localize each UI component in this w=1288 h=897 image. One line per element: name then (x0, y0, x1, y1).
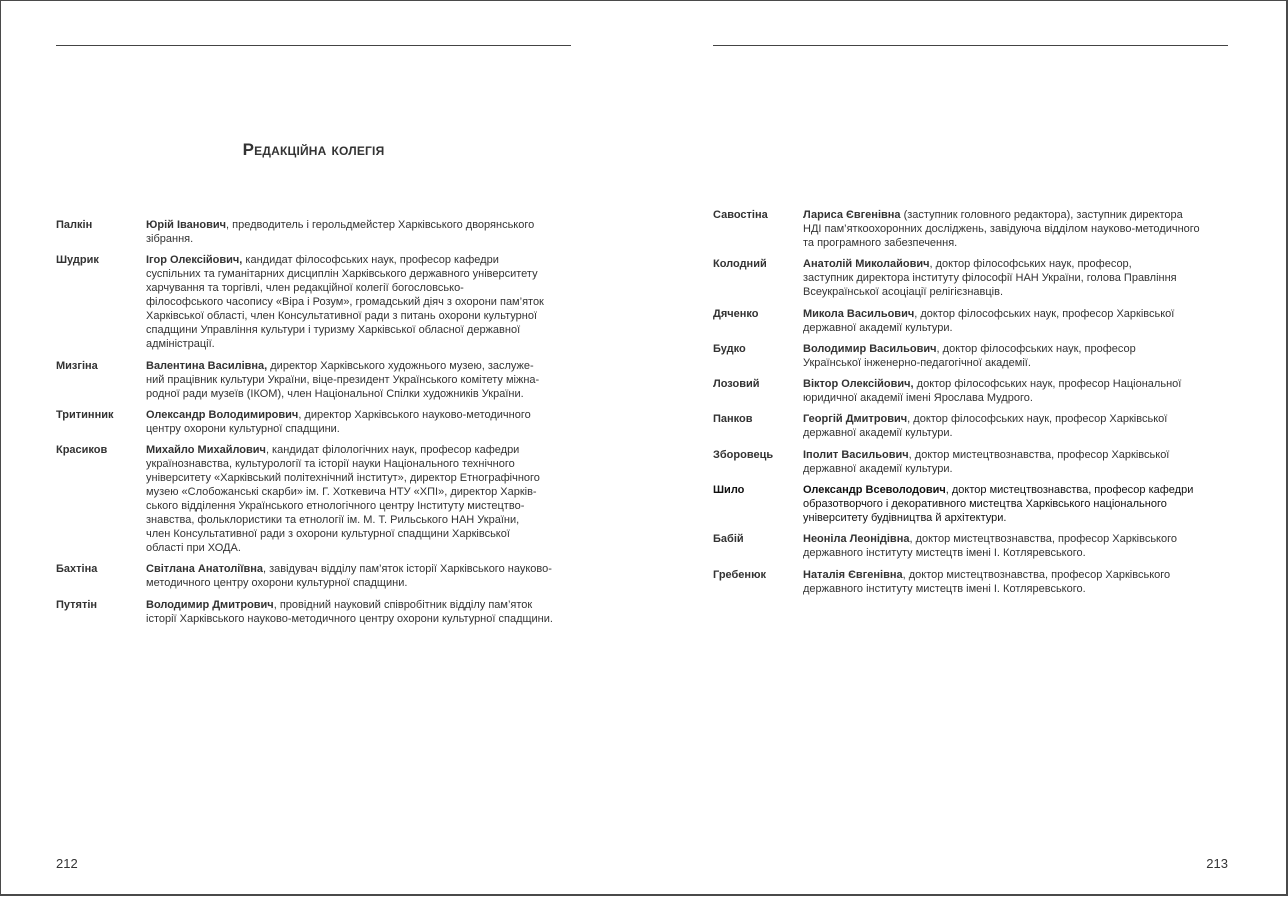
description-line (146, 253, 576, 267)
board-member-entry (56, 562, 576, 590)
member-given-name: Світлана Анатоліївна (146, 563, 263, 576)
description-text: державного інституту мистецтв імені І. Котляревського. (803, 582, 1086, 595)
description-line (803, 568, 1233, 582)
description-line (146, 359, 576, 373)
member-given-name: Анатолій Миколайович (803, 258, 930, 271)
description-text: , доктор філософських наук, професор, (929, 258, 1132, 271)
member-description (803, 257, 1233, 299)
left-page (56, 1, 571, 897)
description-line (803, 307, 1233, 321)
description-text: , доктор філософських наук, професор (936, 342, 1136, 355)
description-text: харчування та торгівлі, член редакційної колегії богословсько- (146, 282, 464, 295)
description-line (803, 483, 1233, 497)
member-surname: Савостіна (713, 209, 768, 221)
description-text: ського відділення Українського етнологічного центру Інституту мистецтво- (146, 500, 525, 513)
description-text: та програмного забезпечення. (803, 237, 958, 249)
description-text: державного інституту мистецтв імені І. Котляревського. (803, 547, 1086, 560)
description-line (803, 532, 1233, 546)
member-surname: Будко (713, 342, 746, 355)
description-line (146, 218, 576, 232)
description-line (146, 541, 576, 555)
description-text: (заступник головного редактора), заступник директора (900, 209, 1183, 221)
description-text: , доктор мистецтвознавства, професор кафедри (945, 484, 1194, 497)
member-given-name: Володимир Васильович (803, 342, 937, 355)
description-line (803, 321, 1233, 335)
member-surname: Путятін (56, 598, 98, 611)
description-line (803, 342, 1233, 356)
member-given-name: Наталія Євгенівна (803, 568, 903, 581)
member-description (803, 568, 1233, 596)
board-member-entry (713, 532, 1233, 560)
member-description (146, 562, 576, 590)
description-line (146, 373, 576, 387)
description-text: , директор Харківського науково-методичного (298, 408, 531, 421)
description-text: університету «Харківський політехнічний інститут», директор Етнографічного (146, 472, 540, 485)
member-description (803, 532, 1233, 560)
description-line (146, 337, 576, 351)
description-line (803, 582, 1233, 596)
description-line (803, 391, 1233, 405)
description-text: , доктор мистецтвознавства, професор Харківської (908, 448, 1170, 461)
member-given-name: Неоніла Леонідівна (803, 533, 910, 546)
member-description (146, 253, 576, 351)
member-surname: Тритинник (56, 408, 114, 421)
description-text: заступник директора інституту філософії НАН України, голова Правління (803, 272, 1177, 285)
description-line (146, 471, 576, 485)
description-line (146, 485, 576, 499)
board-member-entry (713, 483, 1233, 525)
description-line (803, 511, 1233, 525)
member-surname: Лозовий (713, 378, 760, 391)
description-line (803, 356, 1233, 370)
description-line (146, 443, 576, 457)
page-number: 213 (1206, 856, 1228, 871)
description-line (803, 426, 1233, 440)
member-given-name: Олександр Всеволодович (803, 484, 946, 497)
description-line (803, 497, 1233, 511)
description-line (803, 377, 1233, 391)
board-member-list (56, 218, 576, 633)
member-surname: Панков (713, 413, 753, 426)
board-member-entry (56, 408, 576, 436)
description-text: Харківської області, член Консультативної ради з питань охорони культурної (146, 310, 538, 323)
description-text: член Консультативної ради з охорони культурної спадщини Харківської (146, 528, 510, 541)
description-line (803, 236, 1233, 250)
member-description (803, 412, 1233, 440)
description-line (146, 232, 576, 246)
member-given-name: Ігор Олексійович, (146, 254, 243, 267)
member-description (803, 307, 1233, 335)
description-line (146, 267, 576, 281)
description-line (146, 295, 576, 309)
board-member-entry (713, 307, 1233, 335)
board-member-entry (56, 253, 576, 351)
member-given-name: Іполит Васильович (803, 448, 909, 461)
description-text: НДІ пам’яткоохоронних досліджень, завідуюча відділом науково-методичного (803, 223, 1200, 235)
page-number: 212 (56, 856, 78, 871)
member-description (146, 443, 576, 555)
member-surname: Шило (713, 484, 745, 497)
board-member-entry (56, 359, 576, 401)
member-surname: Дяченко (713, 307, 759, 320)
description-text: юридичної академії імені Ярослава Мудрого. (803, 392, 1033, 405)
description-text: ний працівник культури України, віце-президент Українського комітету міжна- (146, 373, 540, 386)
member-surname: Колодний (713, 258, 767, 271)
description-text: університету будівництва й архітектури. (803, 512, 1007, 525)
description-text: адміністрації. (146, 338, 215, 351)
description-text: зібрання. (146, 233, 194, 245)
description-text: директор Харківського художнього музею, заслуже- (267, 359, 534, 372)
description-text: , доктор мистецтвознавства, професор Харківського (909, 533, 1177, 546)
description-text: методичного центру охорони культурної спадщини. (146, 577, 408, 590)
description-line (146, 513, 576, 527)
description-text: філософського часопису «Віра і Розум», громадський діяч з охорони пам’яток (146, 296, 544, 309)
description-line (146, 281, 576, 295)
description-text: державної академії культури. (803, 427, 953, 440)
member-surname: Гребенюк (713, 568, 766, 581)
member-description (803, 342, 1233, 370)
description-text: , предводитель і герольдмейстер Харківського дворянського (226, 219, 535, 231)
description-line (803, 222, 1233, 236)
member-description (146, 408, 576, 436)
description-line (146, 309, 576, 323)
member-surname: Бабій (713, 533, 744, 546)
description-line (803, 208, 1233, 222)
description-text: державної академії культури. (803, 321, 953, 334)
description-line (146, 527, 576, 541)
description-text: , завідувач відділу пам’яток історії Харківського науково- (262, 563, 552, 576)
description-line (146, 457, 576, 471)
description-text: образотворчого і декоративного мистецтва Харківського національного (803, 498, 1167, 511)
description-text: історії Харківського науково-методичного центру охорони культурної спадщини. (146, 612, 553, 625)
board-member-entry (713, 412, 1233, 440)
description-text: суспільних та гуманітарних дисциплін Харківського державного університету (146, 268, 538, 281)
member-description (803, 377, 1233, 405)
description-text: Всеукраїнської асоціації релігієзнавців. (803, 286, 1004, 299)
description-line (146, 323, 576, 337)
description-text: , доктор філософських наук, професор Харківської (907, 413, 1168, 426)
description-line (803, 285, 1233, 299)
member-given-name: Юрій Іванович (146, 219, 227, 231)
page-title: Редакційна колегія (242, 140, 385, 159)
member-given-name: Михайло Михайлович (146, 444, 266, 457)
header-rule (56, 45, 571, 46)
description-line (803, 546, 1233, 560)
description-text: українознавства, культурології та історії науки Національного технічного (146, 458, 515, 471)
member-given-name: Віктор Олексійович, (803, 378, 914, 391)
description-text: знавства, фольклористики та етнології ім. М. Т. Рильського НАН України, (146, 514, 520, 527)
description-line (146, 562, 576, 576)
board-member-entry (56, 443, 576, 555)
member-surname: Красиков (56, 444, 108, 457)
board-member-entry (713, 257, 1233, 299)
member-description (803, 483, 1233, 525)
description-text: , доктор філософських наук, професор Харківської (914, 307, 1175, 320)
member-surname: Бахтіна (56, 563, 98, 576)
description-text: , провідний науковий співробітник відділу пам’яток (273, 598, 533, 611)
member-given-name: Олександр Володимирович (146, 408, 299, 421)
member-surname: Шудрик (56, 254, 99, 267)
header-rule (713, 45, 1228, 46)
board-member-entry (56, 598, 576, 626)
description-text: доктор філософських наук, професор Національної (913, 378, 1182, 391)
description-text: , доктор мистецтвознавства, професор Харківського (902, 568, 1171, 581)
description-text: музею «Слобожанські скарби» ім. Г. Хоткевича НТУ «ХПІ», директор Харків- (146, 486, 537, 499)
member-given-name: Лариса Євгенівна (803, 209, 901, 221)
description-text: центру охорони культурної спадщини. (146, 422, 340, 435)
board-member-list (713, 208, 1233, 603)
description-line (146, 408, 576, 422)
description-text: родної ради музеїв (ІКОМ), член Національної Спілки художників України. (146, 387, 524, 400)
right-page (713, 1, 1228, 897)
description-line (146, 612, 576, 626)
member-given-name: Володимир Дмитрович (146, 598, 274, 611)
member-surname: Зборовець (713, 448, 774, 461)
member-description (146, 218, 576, 246)
board-member-entry (713, 568, 1233, 596)
board-member-entry (713, 448, 1233, 476)
description-line (146, 422, 576, 436)
board-member-entry (713, 377, 1233, 405)
description-text: області при ХОДА. (146, 542, 241, 555)
description-text: кандидат філософських наук, професор кафедри (242, 254, 499, 267)
description-text: Української інженерно-педагогічної академії. (803, 356, 1031, 369)
description-line (146, 598, 576, 612)
description-line (146, 387, 576, 401)
member-surname: Палкін (56, 219, 93, 231)
description-line (146, 576, 576, 590)
description-line (803, 271, 1233, 285)
board-member-entry (713, 342, 1233, 370)
member-description (146, 359, 576, 401)
member-description (803, 448, 1233, 476)
description-text: державної академії культури. (803, 462, 953, 475)
member-given-name: Микола Васильович (803, 307, 915, 320)
member-given-name: Валентина Василівна, (146, 359, 268, 372)
description-line (803, 412, 1233, 426)
member-surname: Мизгіна (56, 359, 98, 372)
description-line (803, 257, 1233, 271)
description-text: , кандидат філологічних наук, професор кафедри (265, 444, 520, 457)
board-member-entry (713, 208, 1233, 250)
member-description (146, 598, 576, 626)
member-description (803, 208, 1233, 250)
description-line (803, 448, 1233, 462)
description-text: спадщини Управління культури і туризму Харківської обласної державної (146, 324, 521, 337)
member-given-name: Георгій Дмитрович (803, 413, 908, 426)
description-line (803, 462, 1233, 476)
description-line (146, 499, 576, 513)
board-member-entry (56, 218, 576, 246)
